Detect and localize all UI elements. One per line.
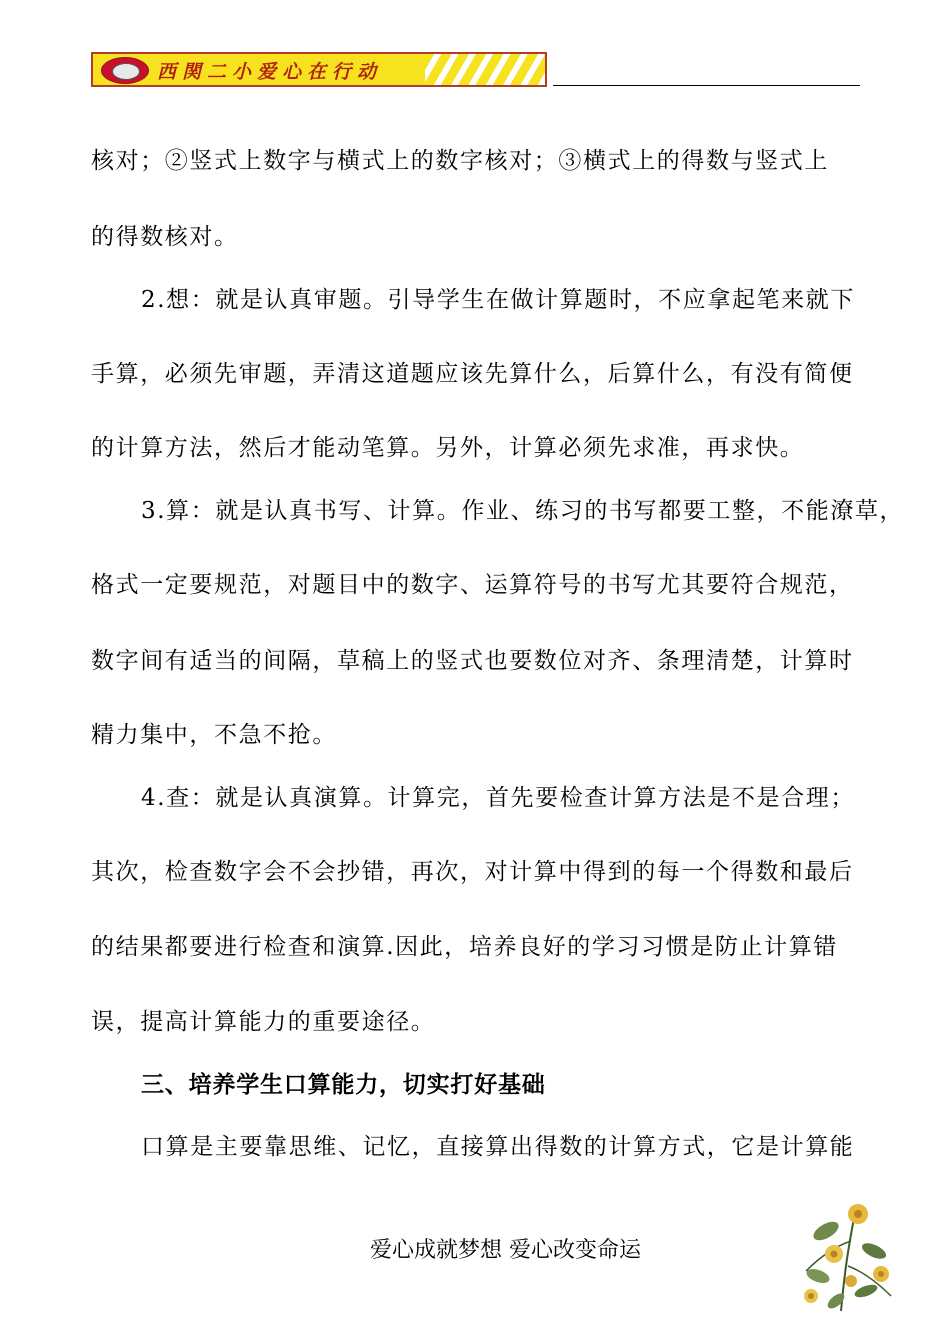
body-line-6: 3.算：就是认真书写、计算。作业、练习的书写都要工整，不能潦草， <box>141 498 905 524</box>
body-line-3: 2.想：就是认真审题。引导学生在做计算题时，不应拿起笔来就下 <box>141 287 855 313</box>
chrysanthemum-decoration-icon <box>796 1196 901 1314</box>
footer-slogan: 爱心成就梦想 爱心改变命运 <box>370 1238 641 1263</box>
body-line-11: 其次，检查数字会不会抄错，再次，对计算中得到的每一个得数和最后 <box>91 859 854 885</box>
body-line-10: 4.查：就是认真演算。计算完，首先要检查计算方法是不是合理； <box>141 785 855 811</box>
header-banner <box>91 52 547 87</box>
header-title: 西関二小爱心在行动 <box>157 61 383 83</box>
body-line-2: 的得数核对。 <box>91 224 239 250</box>
body-line-8: 数字间有适当的间隔，草稿上的竖式也要数位对齐、条理清楚，计算时 <box>91 648 854 674</box>
header-rule <box>553 85 860 86</box>
body-line-1: 核对；②竖式上数字与横式上的数字核对；③横式上的得数与竖式上 <box>91 148 829 174</box>
school-logo-icon <box>101 57 149 84</box>
body-line-5: 的计算方法，然后才能动笔算。另外，计算必须先求准，再求快。 <box>91 435 805 461</box>
body-line-15: 口算是主要靠思维、记忆，直接算出得数的计算方式，它是计算能 <box>141 1134 855 1160</box>
logo-emblem-icon <box>112 63 140 80</box>
body-line-12: 的结果都要进行检查和演算.因此，培养良好的学习习惯是防止计算错 <box>91 934 838 960</box>
body-line-9: 精力集中，不急不抢。 <box>91 722 337 748</box>
body-line-7: 格式一定要规范，对题目中的数字、运算符号的书写尤其要符合规范， <box>91 572 854 598</box>
section-heading: 三、培养学生口算能力，切实打好基础 <box>141 1072 546 1098</box>
body-line-13: 误，提高计算能力的重要途径。 <box>91 1009 436 1035</box>
body-line-4: 手算，必须先审题，弄清这道题应该先算什么，后算什么，有没有简便 <box>91 361 854 387</box>
banner-stripes <box>425 54 547 85</box>
